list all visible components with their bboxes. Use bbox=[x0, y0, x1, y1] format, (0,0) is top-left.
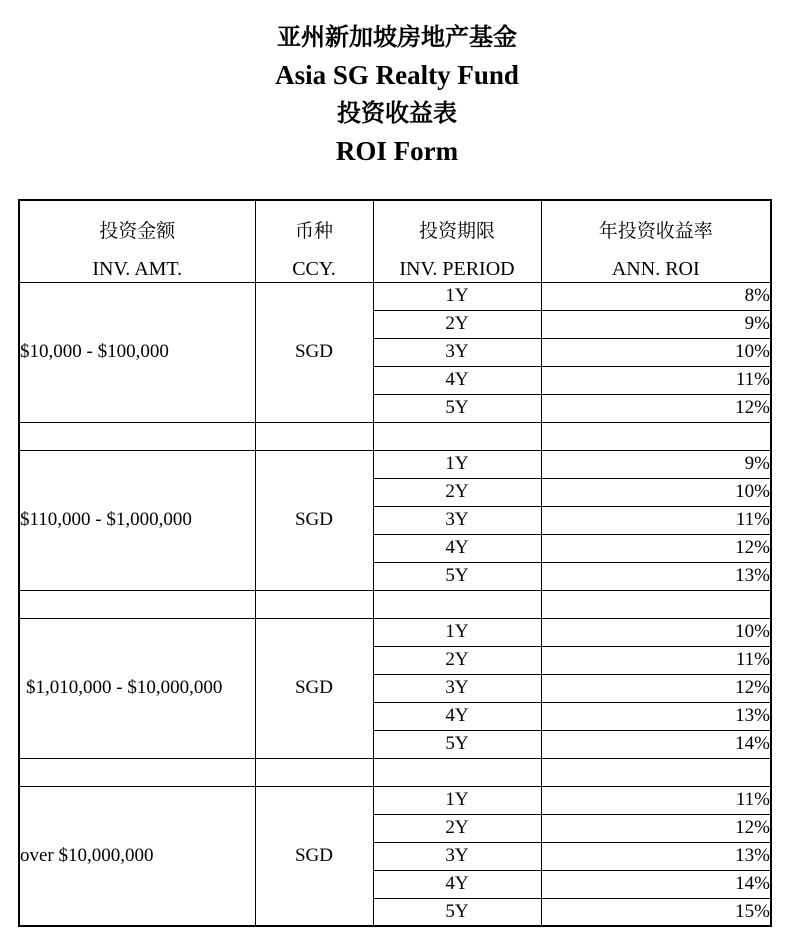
header-investment-amount bbox=[19, 200, 255, 282]
roi-cell: 11% bbox=[541, 506, 771, 534]
form-title-en: ROI Form bbox=[335, 136, 459, 166]
period-cell: 1Y bbox=[373, 450, 541, 478]
header-currency bbox=[255, 200, 373, 282]
period-cell: 1Y bbox=[373, 786, 541, 814]
currency-cell: SGD bbox=[255, 450, 373, 590]
period-cell: 1Y bbox=[373, 282, 541, 310]
period-cell: 2Y bbox=[373, 646, 541, 674]
fund-name-zh: 亚州新加坡房地产基金 bbox=[277, 23, 517, 51]
period-cell: 1Y bbox=[373, 618, 541, 646]
period-cell: 3Y bbox=[373, 674, 541, 702]
currency-cell: SGD bbox=[255, 618, 373, 758]
roi-cell: 11% bbox=[541, 366, 771, 394]
period-cell: 5Y bbox=[373, 730, 541, 758]
header-label-zh: 投资期限 bbox=[418, 220, 495, 242]
empty-cell bbox=[255, 590, 373, 618]
table-row bbox=[19, 618, 771, 646]
header-label-zh: 年投资收益率 bbox=[598, 220, 713, 242]
roi-cell: 14% bbox=[541, 730, 771, 758]
spacer-row bbox=[19, 422, 771, 450]
empty-cell bbox=[19, 590, 255, 618]
form-title-zh: 投资收益表 bbox=[337, 99, 457, 127]
period-cell: 4Y bbox=[373, 702, 541, 730]
spacer-row bbox=[19, 590, 771, 618]
period-cell: 5Y bbox=[373, 562, 541, 590]
empty-cell bbox=[541, 758, 771, 786]
roi-cell: 12% bbox=[541, 814, 771, 842]
table-row bbox=[19, 450, 771, 478]
roi-cell: 9% bbox=[541, 310, 771, 338]
roi-cell: 13% bbox=[541, 702, 771, 730]
roi-cell: 13% bbox=[541, 562, 771, 590]
period-cell: 3Y bbox=[373, 338, 541, 366]
investment-amount-cell: $110,000 - $1,000,000 bbox=[19, 450, 255, 590]
roi-cell: 12% bbox=[541, 534, 771, 562]
roi-table bbox=[18, 199, 772, 927]
investment-amount-cell: over $10,000,000 bbox=[19, 786, 255, 926]
roi-cell: 15% bbox=[541, 898, 771, 926]
empty-cell bbox=[255, 422, 373, 450]
header-label-zh: 投资金额 bbox=[99, 220, 176, 242]
roi-cell: 12% bbox=[541, 674, 771, 702]
header-label-en: CCY. bbox=[292, 258, 336, 280]
header-label-en: ANN. ROI bbox=[611, 258, 700, 280]
spacer-row bbox=[19, 758, 771, 786]
period-cell: 4Y bbox=[373, 870, 541, 898]
header-label-en: INV. PERIOD bbox=[399, 258, 515, 280]
header-label-en: INV. AMT. bbox=[92, 258, 183, 280]
investment-amount-cell: $1,010,000 - $10,000,000 bbox=[19, 618, 255, 758]
header-investment-period bbox=[373, 200, 541, 282]
empty-cell bbox=[541, 422, 771, 450]
roi-cell: 10% bbox=[541, 618, 771, 646]
empty-cell bbox=[255, 758, 373, 786]
roi-cell: 13% bbox=[541, 842, 771, 870]
roi-cell: 14% bbox=[541, 870, 771, 898]
roi-cell: 12% bbox=[541, 394, 771, 422]
roi-cell: 8% bbox=[541, 282, 771, 310]
table-row bbox=[19, 282, 771, 310]
roi-cell: 10% bbox=[541, 478, 771, 506]
empty-cell bbox=[19, 422, 255, 450]
table-row bbox=[19, 786, 771, 814]
period-cell: 2Y bbox=[373, 814, 541, 842]
table-header-row bbox=[19, 200, 771, 282]
period-cell: 5Y bbox=[373, 898, 541, 926]
period-cell: 2Y bbox=[373, 478, 541, 506]
empty-cell bbox=[541, 590, 771, 618]
roi-cell: 10% bbox=[541, 338, 771, 366]
header-label-zh: 币种 bbox=[294, 220, 333, 242]
roi-cell: 11% bbox=[541, 786, 771, 814]
empty-cell bbox=[373, 422, 541, 450]
investment-amount-cell: $10,000 - $100,000 bbox=[19, 282, 255, 422]
currency-cell: SGD bbox=[255, 786, 373, 926]
empty-cell bbox=[373, 590, 541, 618]
fund-name-en: Asia SG Realty Fund bbox=[275, 60, 519, 90]
period-cell: 4Y bbox=[373, 534, 541, 562]
period-cell: 2Y bbox=[373, 310, 541, 338]
empty-cell bbox=[19, 758, 255, 786]
header-annual-roi bbox=[541, 200, 771, 282]
roi-cell: 11% bbox=[541, 646, 771, 674]
period-cell: 3Y bbox=[373, 842, 541, 870]
document-title-block bbox=[0, 18, 794, 170]
currency-cell: SGD bbox=[255, 282, 373, 422]
period-cell: 4Y bbox=[373, 366, 541, 394]
period-cell: 5Y bbox=[373, 394, 541, 422]
empty-cell bbox=[373, 758, 541, 786]
period-cell: 3Y bbox=[373, 506, 541, 534]
roi-cell: 9% bbox=[541, 450, 771, 478]
